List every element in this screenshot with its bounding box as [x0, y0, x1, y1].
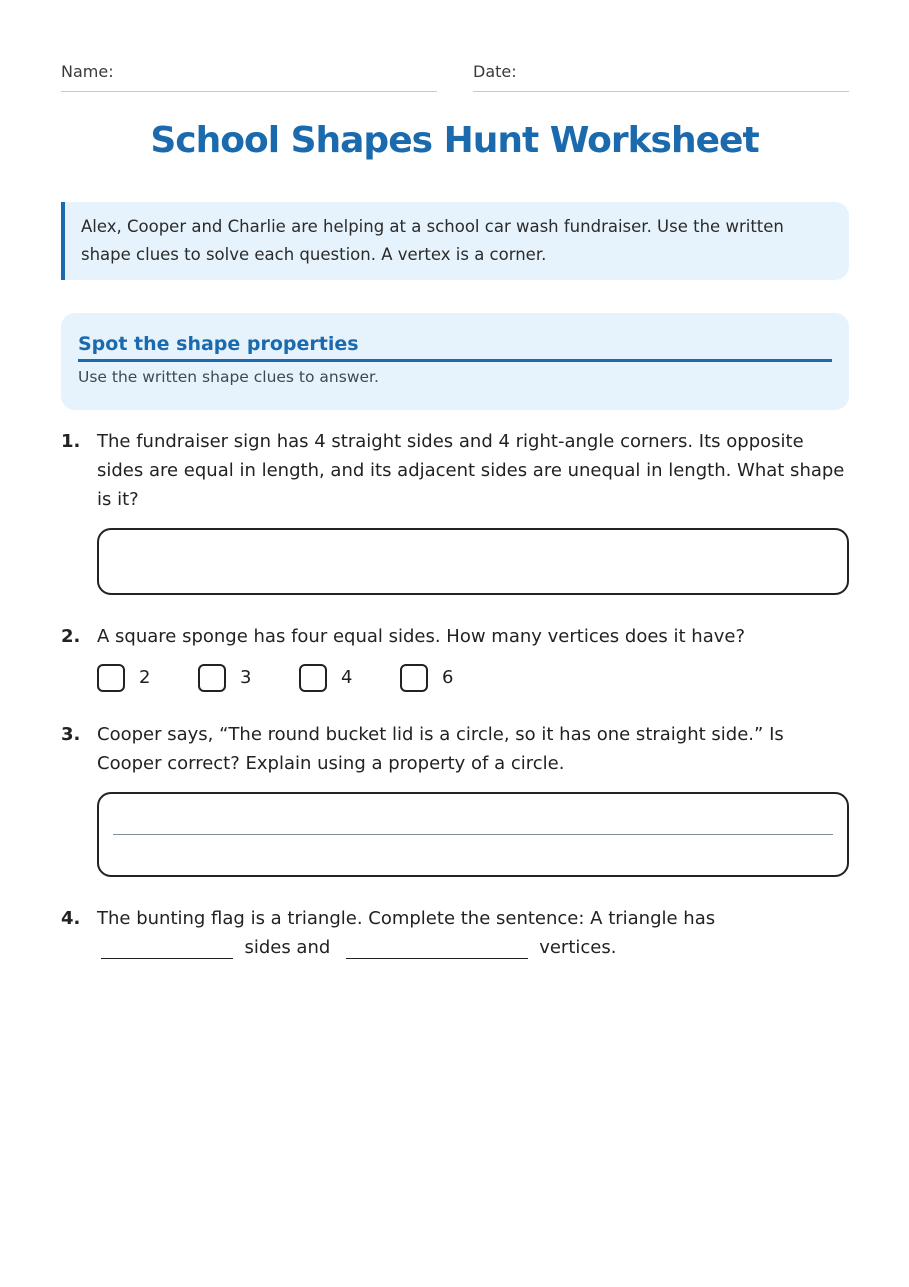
choice-label: 4: [341, 667, 353, 688]
choice-label: 2: [139, 667, 151, 688]
sentence-middle: sides and: [244, 937, 331, 958]
question-text: Cooper says, “The round bucket lid is a circle, so it has one straight side.” Is Cooper correct? Explain using a property of a circle.: [97, 724, 784, 774]
answer-box-3[interactable]: [97, 792, 849, 877]
checkbox[interactable]: [299, 664, 327, 692]
checkbox[interactable]: [198, 664, 226, 692]
checkbox[interactable]: [400, 664, 428, 692]
question-number: 1.: [61, 431, 81, 452]
question-number: 3.: [61, 724, 81, 745]
section-header: [61, 313, 849, 410]
question-text: The fundraiser sign has 4 straight sides and 4 right-angle corners. Its opposite sides are equal in length, and its adjacent sides are unequal in length. What shape is it?: [97, 431, 845, 510]
intro-callout: Alex, Cooper and Charlie are helping at a school car wash fundraiser. Use the written shape clues to solve each question. A vertex is a corner.: [61, 202, 849, 280]
question-number: 2.: [61, 626, 81, 647]
blank-sides[interactable]: [101, 936, 233, 959]
header-fields: [61, 62, 849, 92]
blank-vertices[interactable]: [346, 936, 528, 959]
sentence-end: vertices.: [539, 937, 617, 958]
date-field[interactable]: [473, 62, 849, 92]
section-title: Spot the shape properties: [78, 329, 832, 362]
question-text: A square sponge has four equal sides. How many vertices does it have?: [97, 626, 746, 647]
page-title: School Shapes Hunt Worksheet: [150, 120, 759, 161]
date-label: Date:: [473, 62, 517, 81]
writing-line: [113, 834, 833, 835]
question-text: [97, 904, 849, 962]
answer-box-1[interactable]: [97, 528, 849, 595]
name-field[interactable]: [61, 62, 437, 92]
checkbox[interactable]: [97, 664, 125, 692]
name-label: Name:: [61, 62, 114, 81]
choice-label: 3: [240, 667, 252, 688]
choice-label: 6: [442, 667, 454, 688]
section-subtitle: Use the written shape clues to answer.: [78, 368, 379, 386]
sentence-start: The bunting flag is a triangle. Complete the sentence: A triangle has: [97, 908, 716, 929]
question-number: 4.: [61, 908, 81, 929]
